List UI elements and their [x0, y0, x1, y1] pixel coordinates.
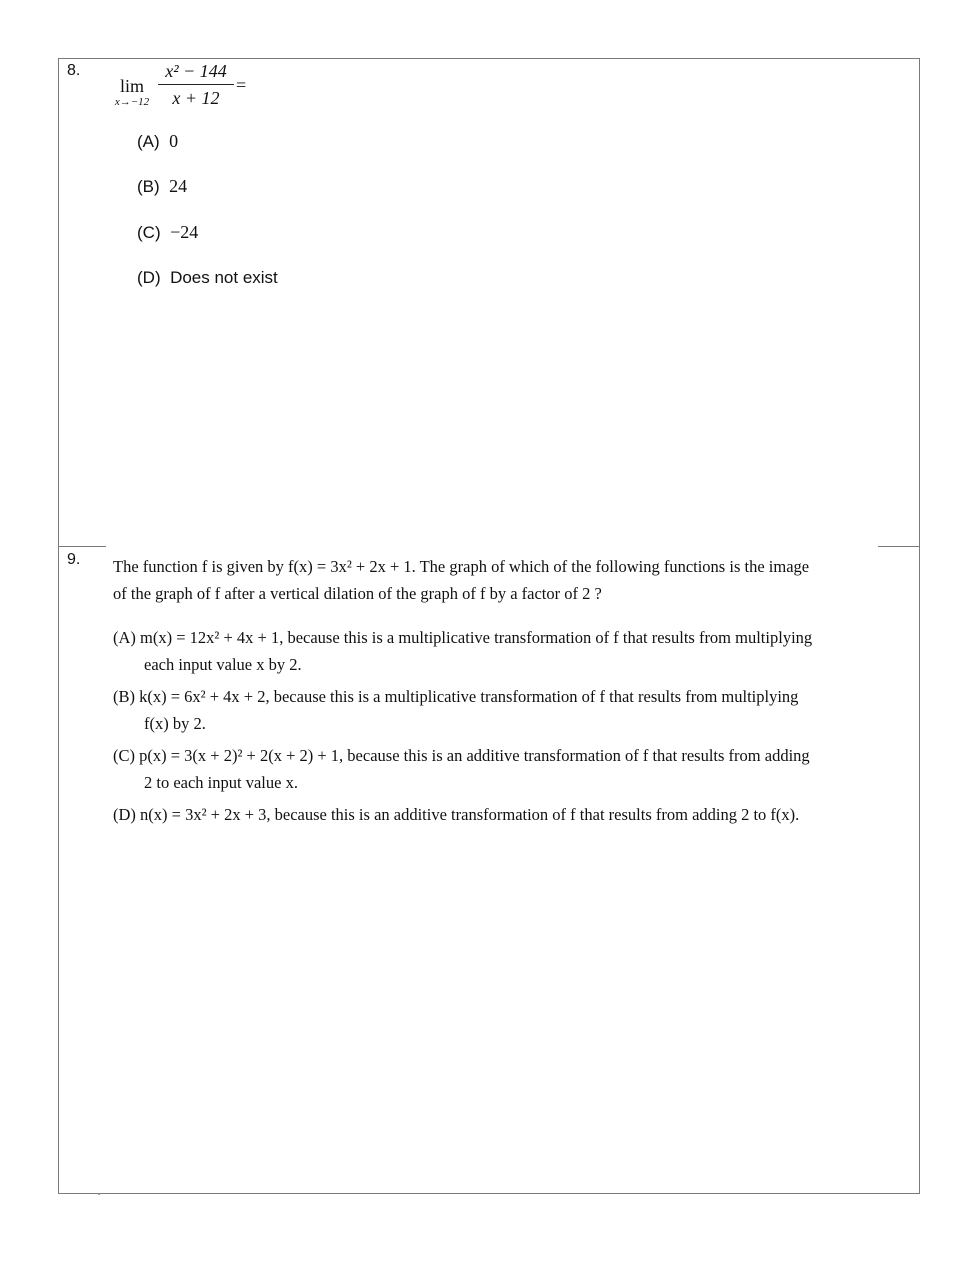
fraction-numerator: x² − 144 — [165, 61, 227, 81]
q8-choice-a[interactable] — [137, 131, 178, 152]
question-9-number: 9. — [67, 551, 81, 568]
fraction-bar — [158, 84, 234, 85]
q8-choice-c[interactable] — [137, 222, 198, 243]
question-divider-right — [878, 546, 920, 547]
stem-line: The function f is given by f(x) = 3x² + 2x + 1. The graph of which of the following functions is the image — [113, 557, 810, 576]
choice-text: −24 — [170, 222, 199, 242]
question-divider-left — [58, 546, 106, 547]
choice-text: Does not exist — [170, 268, 278, 287]
q9-choice-a[interactable] — [113, 624, 893, 678]
question-8-number: 8. — [67, 62, 81, 79]
limit-fraction — [158, 60, 234, 109]
q9-choice-b[interactable] — [113, 683, 893, 737]
equals-sign: = — [236, 75, 247, 95]
q9-choice-d[interactable] — [113, 801, 893, 828]
choice-line: (A) m(x) = 12x² + 4x + 1, because this is a multiplicative transformation of f that results from multiplying — [113, 628, 813, 647]
limit-operator — [108, 76, 156, 108]
choice-label: (D) — [137, 268, 161, 287]
choice-label: (B) — [137, 177, 160, 196]
choice-label: (A) — [137, 132, 160, 151]
choice-text: 24 — [169, 176, 188, 196]
choice-line: 2 to each input value x. — [144, 773, 298, 792]
q8-choice-d[interactable] — [137, 268, 278, 288]
choice-line: (B) k(x) = 6x² + 4x + 2, because this is a multiplicative transformation of f that results from multiplying — [113, 687, 799, 706]
choice-line: f(x) by 2. — [144, 714, 206, 733]
choice-text: 0 — [169, 131, 179, 151]
question-9-stem — [113, 553, 893, 607]
q9-choice-c[interactable] — [113, 742, 893, 796]
fraction-denominator: x + 12 — [172, 88, 220, 108]
lim-subscript: x→−12 — [114, 96, 150, 108]
choice-line: each input value x by 2. — [144, 655, 302, 674]
lim-word: lim — [119, 76, 144, 96]
choice-line: (D) n(x) = 3x² + 2x + 3, because this is an additive transformation of f that results from adding 2 to f(x). — [113, 805, 800, 824]
footer-mark — [98, 1194, 100, 1195]
q8-choice-b[interactable] — [137, 176, 187, 197]
choice-line: (C) p(x) = 3(x + 2)² + 2(x + 2) + 1, because this is an additive transformation of f that results from adding — [113, 746, 810, 765]
choice-label: (C) — [137, 223, 161, 242]
stem-line: of the graph of f after a vertical dilation of the graph of f by a factor of 2 ? — [113, 584, 602, 603]
